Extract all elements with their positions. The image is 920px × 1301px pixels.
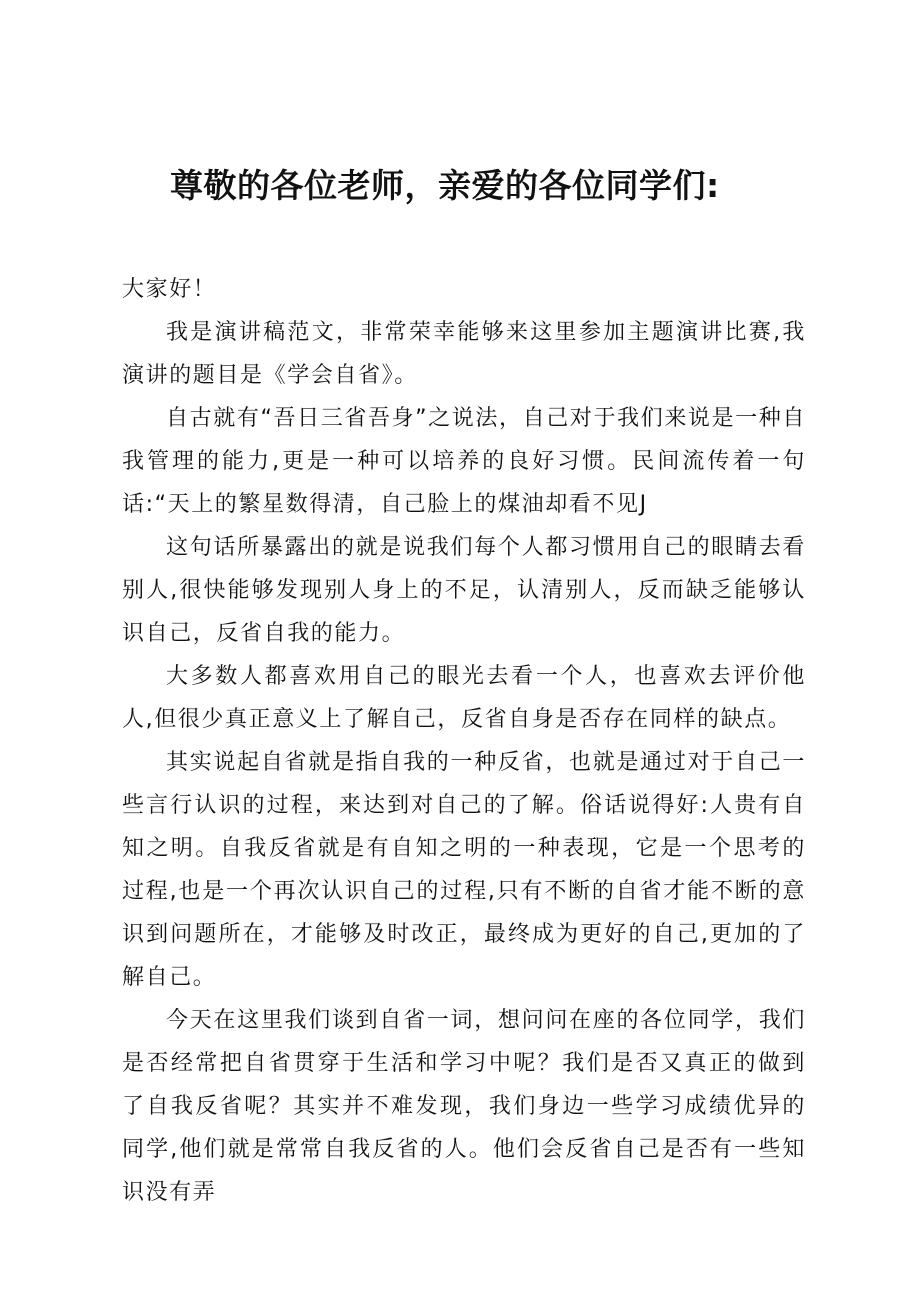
speech-body	[122, 268, 806, 1214]
paragraph-definition: 其实说起自省就是指自我的一种反省，也就是通过对于自己一些言行认识的过程，来达到对自己的了解。俗话说得好:人贵有自知之明。自我反省就是有自知之明的一种表现，它是一个思考的过程,也是一个再次认识自己的过程,只有不断的自省才能不断的意识到问题所在，才能够及时改正，最终成为更好的自己,更加的了解自己。	[122, 750, 806, 990]
paragraph-judging-others: 大多数人都喜欢用自己的眼光去看一个人，也喜欢去评价他人,但很少真正意义上了解自己，反省自身是否存在同样的缺点。	[122, 664, 806, 732]
paragraph-question: 今天在这里我们谈到自省一词，想问问在座的各位同学，我们是否经常把自省贯穿于生活和学习中呢？我们是否又真正的做到了自我反省呢？其实并不难发现，我们身边一些学习成绩优异的同学,他们就是常常自我反省的人。他们会反省自己是否有一些知识没有弄	[122, 1008, 806, 1205]
paragraph-explanation: 这句话所暴露出的就是说我们每个人都习惯用自己的眼睛去看别人,很快能够发现别人身上的不足，认清别人，反而缺乏能够认识自己，反省自我的能力。	[122, 535, 806, 646]
speech-salutation: 尊敬的各位老师，亲爱的各位同学们:	[170, 166, 720, 205]
paragraph-intro: 我是演讲稿范文，非常荣幸能够来这里参加主题演讲比赛,我演讲的题目是《学会自省》。	[122, 320, 806, 388]
greeting: 大家好！	[122, 277, 217, 302]
paragraph-proverb: 自古就有“吾日三省吾身”之说法，自己对于我们来说是一种自我管理的能力,更是一种可以培养的良好习惯。民间流传着一句话:“天上的繁星数得清，自己脸上的煤油却看不见J	[122, 406, 806, 517]
